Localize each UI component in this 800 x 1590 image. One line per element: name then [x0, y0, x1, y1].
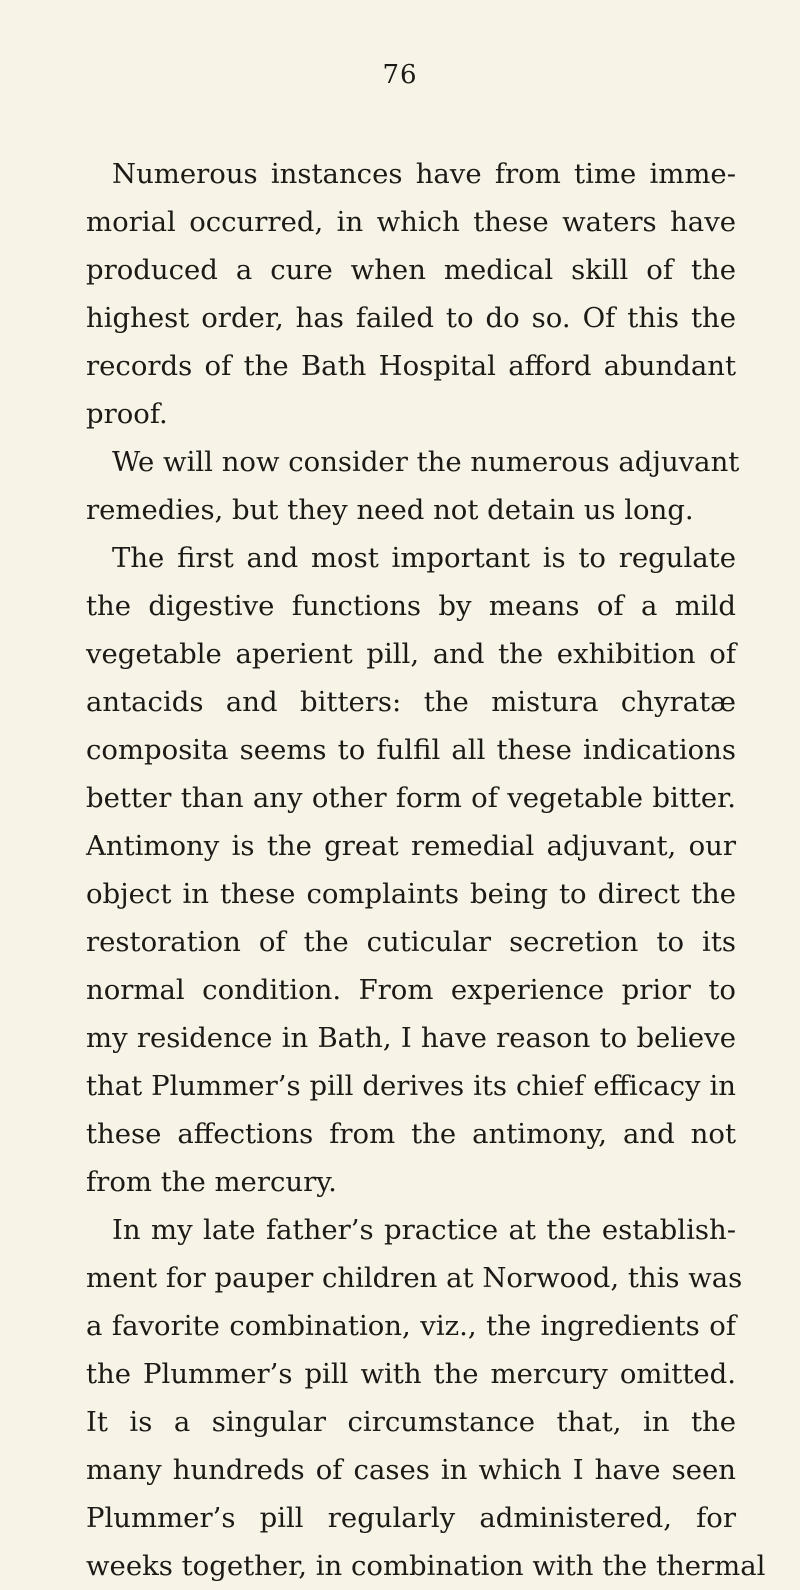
text-line: morial occurred, in which these waters have: [86, 206, 736, 238]
text-line: Numerous instances have from time imme-: [112, 158, 736, 190]
text-line: my residence in Bath, I have reason to believe: [86, 1022, 736, 1054]
text-line: from the mercury.: [86, 1166, 337, 1198]
text-line: these affections from the antimony, and not: [86, 1118, 736, 1150]
text-line: the Plummer’s pill with the mercury omitted.: [86, 1358, 736, 1390]
text-line: that Plummer’s pill derives its chief efficacy in: [86, 1070, 736, 1102]
text-line: better than any other form of vegetable bitter.: [86, 782, 736, 814]
text-line: a favorite combination, viz., the ingredients of: [86, 1310, 736, 1342]
text-line: the digestive functions by means of a mild: [86, 590, 736, 622]
text-line: remedies, but they need not detain us long.: [86, 494, 694, 526]
text-line: normal condition. From experience prior to: [86, 974, 736, 1006]
text-line: proof.: [86, 398, 168, 430]
text-line: restoration of the cuticular secretion to its: [86, 926, 736, 958]
text-line: ment for pauper children at Norwood, this was: [86, 1262, 743, 1294]
text-line: highest order, has failed to do so. Of this the: [86, 302, 736, 334]
body-text: [86, 150, 766, 1590]
text-line: weeks together, in combination with the thermal: [86, 1550, 766, 1582]
text-line: antacids and bitters: the mistura chyratæ: [86, 686, 736, 718]
text-line: Plummer’s pill regularly administered, for: [86, 1502, 736, 1534]
text-line: It is a singular circumstance that, in the: [86, 1406, 736, 1438]
text-line: We will now consider the numerous adjuvant: [112, 446, 740, 478]
page-number: 76: [382, 60, 418, 90]
text-line: composita seems to fulfil all these indications: [86, 734, 736, 766]
text-line: The first and most important is to regulate: [112, 542, 736, 574]
text-line: object in these complaints being to direct the: [86, 878, 736, 910]
text-line: records of the Bath Hospital afford abundant: [86, 350, 736, 382]
text-line: Antimony is the great remedial adjuvant, our: [86, 830, 736, 862]
text-line: vegetable aperient pill, and the exhibition of: [86, 638, 736, 670]
text-line: In my late father’s practice at the establish-: [112, 1214, 736, 1246]
text-line: many hundreds of cases in which I have seen: [86, 1454, 736, 1486]
text-line: produced a cure when medical skill of the: [86, 254, 736, 286]
